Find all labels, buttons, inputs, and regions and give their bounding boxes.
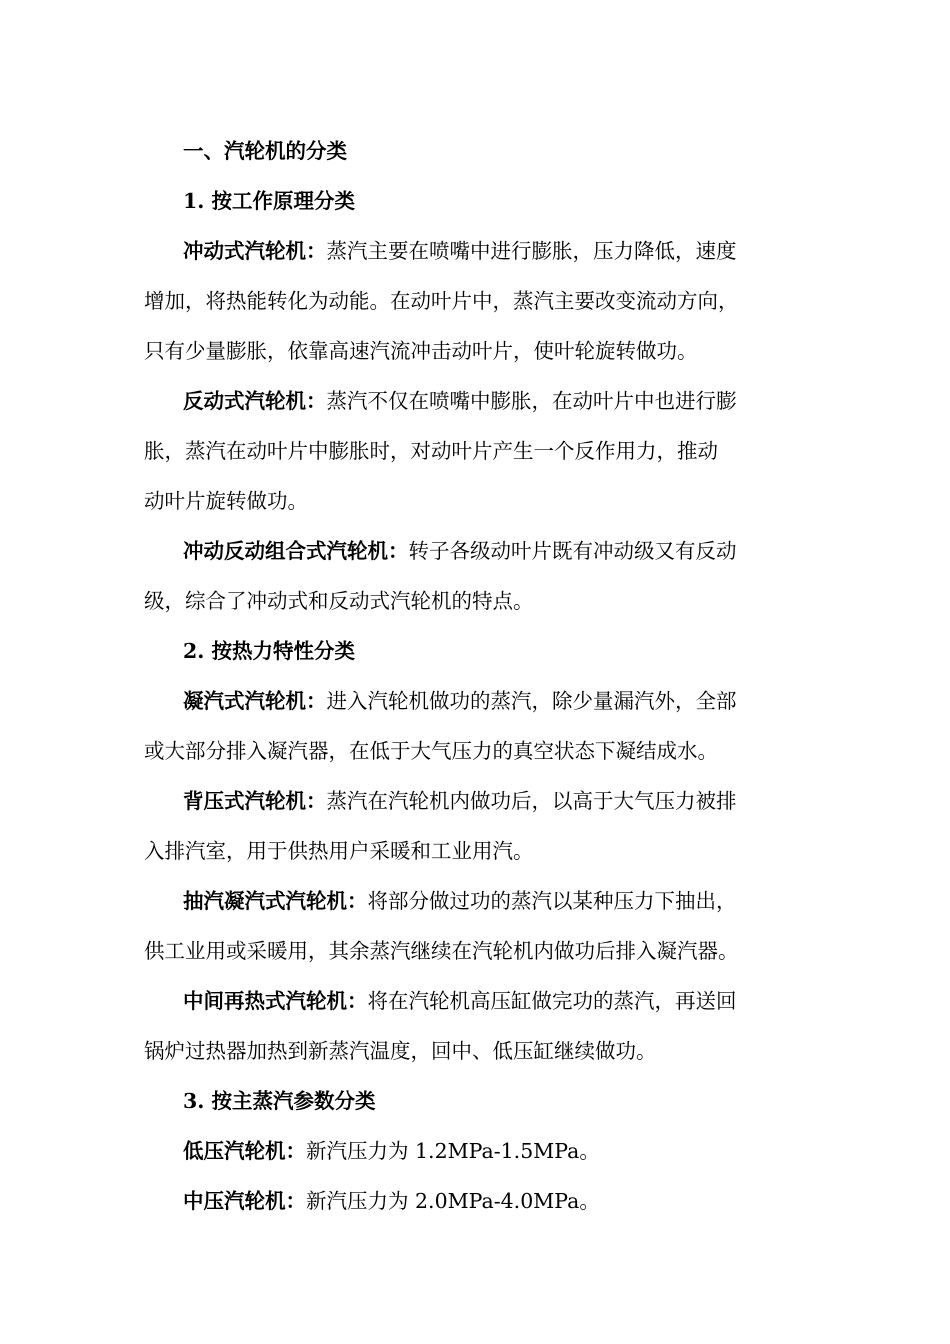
paragraph-reaction-line3: 动叶片旋转做功。 — [144, 489, 308, 513]
text-low-pressure: 新汽压力为 1.2MPa-1.5MPa。 — [306, 1139, 600, 1163]
text-medium-pressure: 新汽压力为 2.0MPa-4.0MPa。 — [306, 1189, 600, 1213]
paragraph-impulse-line3: 只有少量膨胀，依靠高速汽流冲击动叶片，使叶轮旋转做功。 — [144, 339, 698, 363]
text-combined-1: 转子各级动叶片既有冲动级又有反动 — [408, 539, 737, 563]
paragraph-reheat-line1 — [183, 986, 737, 1016]
paragraph-combined-line2: 级，综合了冲动式和反动式汽轮机的特点。 — [144, 589, 534, 613]
paragraph-reaction-line2: 胀，蒸汽在动叶片中膨胀时，对动叶片产生一个反作用力，推动 — [144, 439, 718, 463]
paragraph-reaction-line1 — [183, 386, 737, 416]
section-title: 一、汽轮机的分类 — [183, 139, 347, 163]
term-condensing: 凝汽式汽轮机： — [183, 689, 327, 713]
paragraph-impulse-line2: 增加，将热能转化为动能。在动叶片中，蒸汽主要改变流动方向， — [144, 289, 739, 313]
paragraph-backpressure-line1 — [183, 786, 737, 816]
subsection-title-working-principle: 1. 按工作原理分类 — [183, 189, 356, 213]
paragraph-medium-pressure — [183, 1186, 600, 1216]
paragraph-combined-line1 — [183, 536, 737, 566]
subsection-title-thermal: 2. 按热力特性分类 — [183, 639, 356, 663]
term-backpressure: 背压式汽轮机： — [183, 789, 327, 813]
term-extraction: 抽汽凝汽式汽轮机： — [183, 889, 368, 913]
term-medium-pressure: 中压汽轮机： — [183, 1189, 306, 1213]
paragraph-condensing-line2: 或大部分排入凝汽器，在低于大气压力的真空状态下凝结成水。 — [144, 739, 718, 763]
term-reaction: 反动式汽轮机： — [183, 389, 327, 413]
paragraph-low-pressure — [183, 1136, 600, 1166]
paragraph-reheat-line2: 锅炉过热器加热到新蒸汽温度，回中、低压缸继续做功。 — [144, 1039, 657, 1063]
term-combined: 冲动反动组合式汽轮机： — [183, 539, 409, 563]
paragraph-extraction-line2: 供工业用或采暖用，其余蒸汽继续在汽轮机内做功后排入凝汽器。 — [144, 939, 739, 963]
term-impulse: 冲动式汽轮机： — [183, 239, 327, 263]
text-extraction-1: 将部分做过功的蒸汽以某种压力下抽出， — [367, 889, 737, 913]
text-condensing-1: 进入汽轮机做功的蒸汽，除少量漏汽外，全部 — [326, 689, 737, 713]
paragraph-impulse-line1 — [183, 236, 737, 266]
text-backpressure-1: 蒸汽在汽轮机内做功后，以高于大气压力被排 — [326, 789, 737, 813]
text-reheat-1: 将在汽轮机高压缸做完功的蒸汽，再送回 — [367, 989, 737, 1013]
term-reheat: 中间再热式汽轮机： — [183, 989, 368, 1013]
text-impulse-1: 蒸汽主要在喷嘴中进行膨胀，压力降低，速度 — [326, 239, 737, 263]
term-low-pressure: 低压汽轮机： — [183, 1139, 306, 1163]
paragraph-backpressure-line2: 入排汽室，用于供热用户采暖和工业用汽。 — [144, 839, 534, 863]
paragraph-condensing-line1 — [183, 686, 737, 716]
text-reaction-1: 蒸汽不仅在喷嘴中膨胀，在动叶片中也进行膨 — [326, 389, 737, 413]
subsection-title-steam-params: 3. 按主蒸汽参数分类 — [183, 1089, 376, 1113]
paragraph-extraction-line1 — [183, 886, 737, 916]
